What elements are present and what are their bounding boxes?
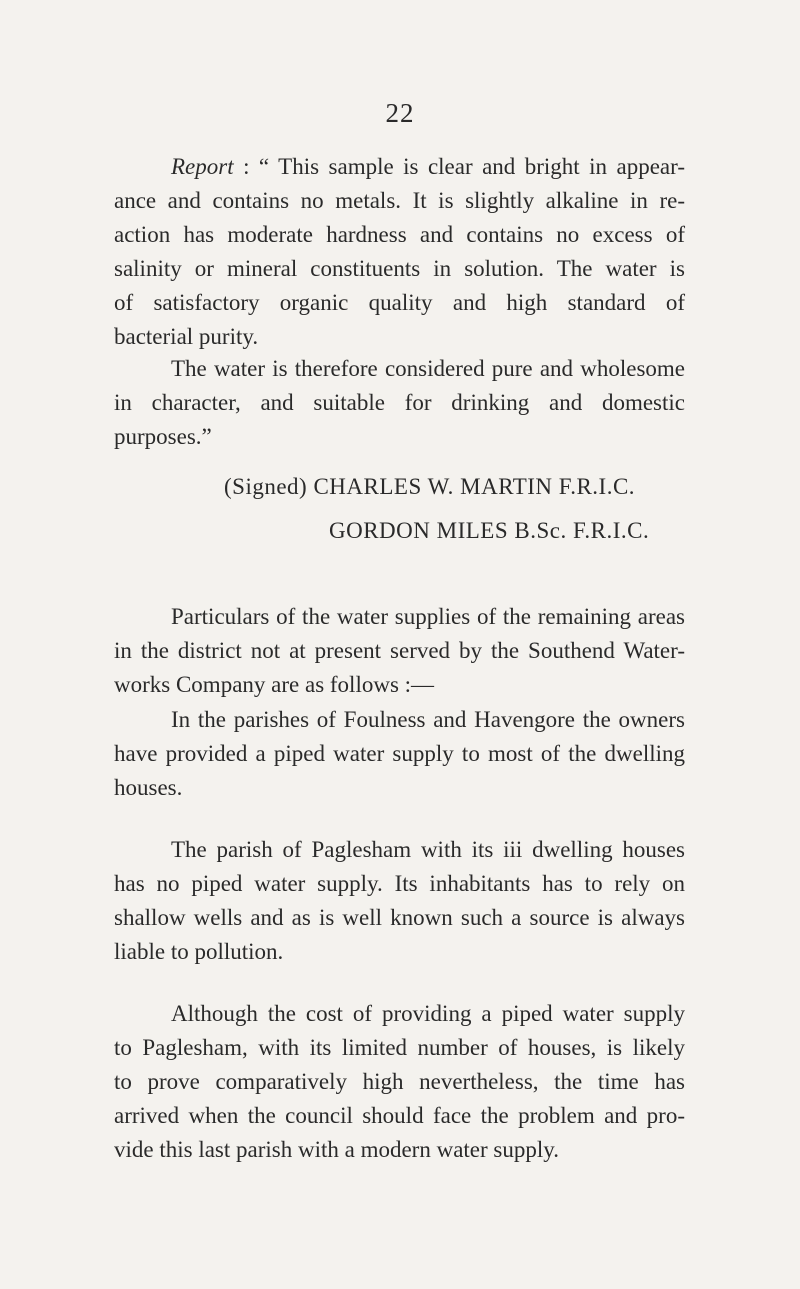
paglesham-line-1: The parish of Paglesham with its iii dwelling houses [171,837,685,862]
report-label: Report [171,154,234,179]
conclusion-line-1: The water is therefore considered pure and wholesome [171,356,685,381]
particulars-line-1: Particulars of the water supplies of the remaining areas [171,604,685,629]
paragraph-paglesham [114,833,685,969]
report-line-1 [114,150,685,184]
paglesham-line-4: liable to pollution. [114,939,284,964]
report-line-6: bacterial purity. [114,324,259,349]
paragraph-cost [114,997,685,1167]
report-line-2: ance and contains no metals. It is slightly alkaline in re- [114,188,685,213]
foulness-line-3: houses. [114,775,183,800]
cost-line-4: arrived when the council should face the problem and pro- [114,1103,685,1128]
report-line-3: action has moderate hardness and contains no excess of [114,222,685,247]
conclusion-line-2: in character, and suitable for drinking and domestic [114,390,685,415]
report-line-5: of satisfactory organic quality and high standard of [114,290,685,315]
report-line-1-text: : “ This sample is clear and bright in appear- [233,154,685,179]
paragraph-foulness [114,703,685,805]
cost-line-3: to prove comparatively high nevertheless, the time has [114,1069,685,1094]
report-paragraph [114,150,685,354]
paglesham-line-3: shallow wells and as is well known such a source is always [114,905,685,930]
foulness-line-1: In the parishes of Foulness and Havengore the owners [171,707,685,732]
cost-line-1: Although the cost of providing a piped water supply [171,1001,685,1026]
particulars-line-3: works Company are as follows :— [114,672,435,697]
foulness-line-2: have provided a piped water supply to most of the dwelling [114,741,685,766]
paglesham-line-2: has no piped water supply. Its inhabitants has to rely on [114,871,685,896]
paragraph-particulars [114,600,685,702]
signature-line-2: GORDON MILES B.Sc. F.R.I.C. [329,518,650,543]
cost-line-2: to Paglesham, with its limited number of houses, is likely [114,1035,685,1060]
particulars-line-2: in the district not at present served by the Southend Water- [114,638,685,663]
page-number: 22 [385,98,415,128]
report-line-4: salinity or mineral constituents in solution. The water is [114,256,685,281]
cost-line-5: vide this last parish with a modern water supply. [114,1137,560,1162]
conclusion-line-3: purposes.” [114,424,212,449]
conclusion-paragraph [114,352,685,454]
signature-line-1: (Signed) CHARLES W. MARTIN F.R.I.C. [224,474,636,499]
